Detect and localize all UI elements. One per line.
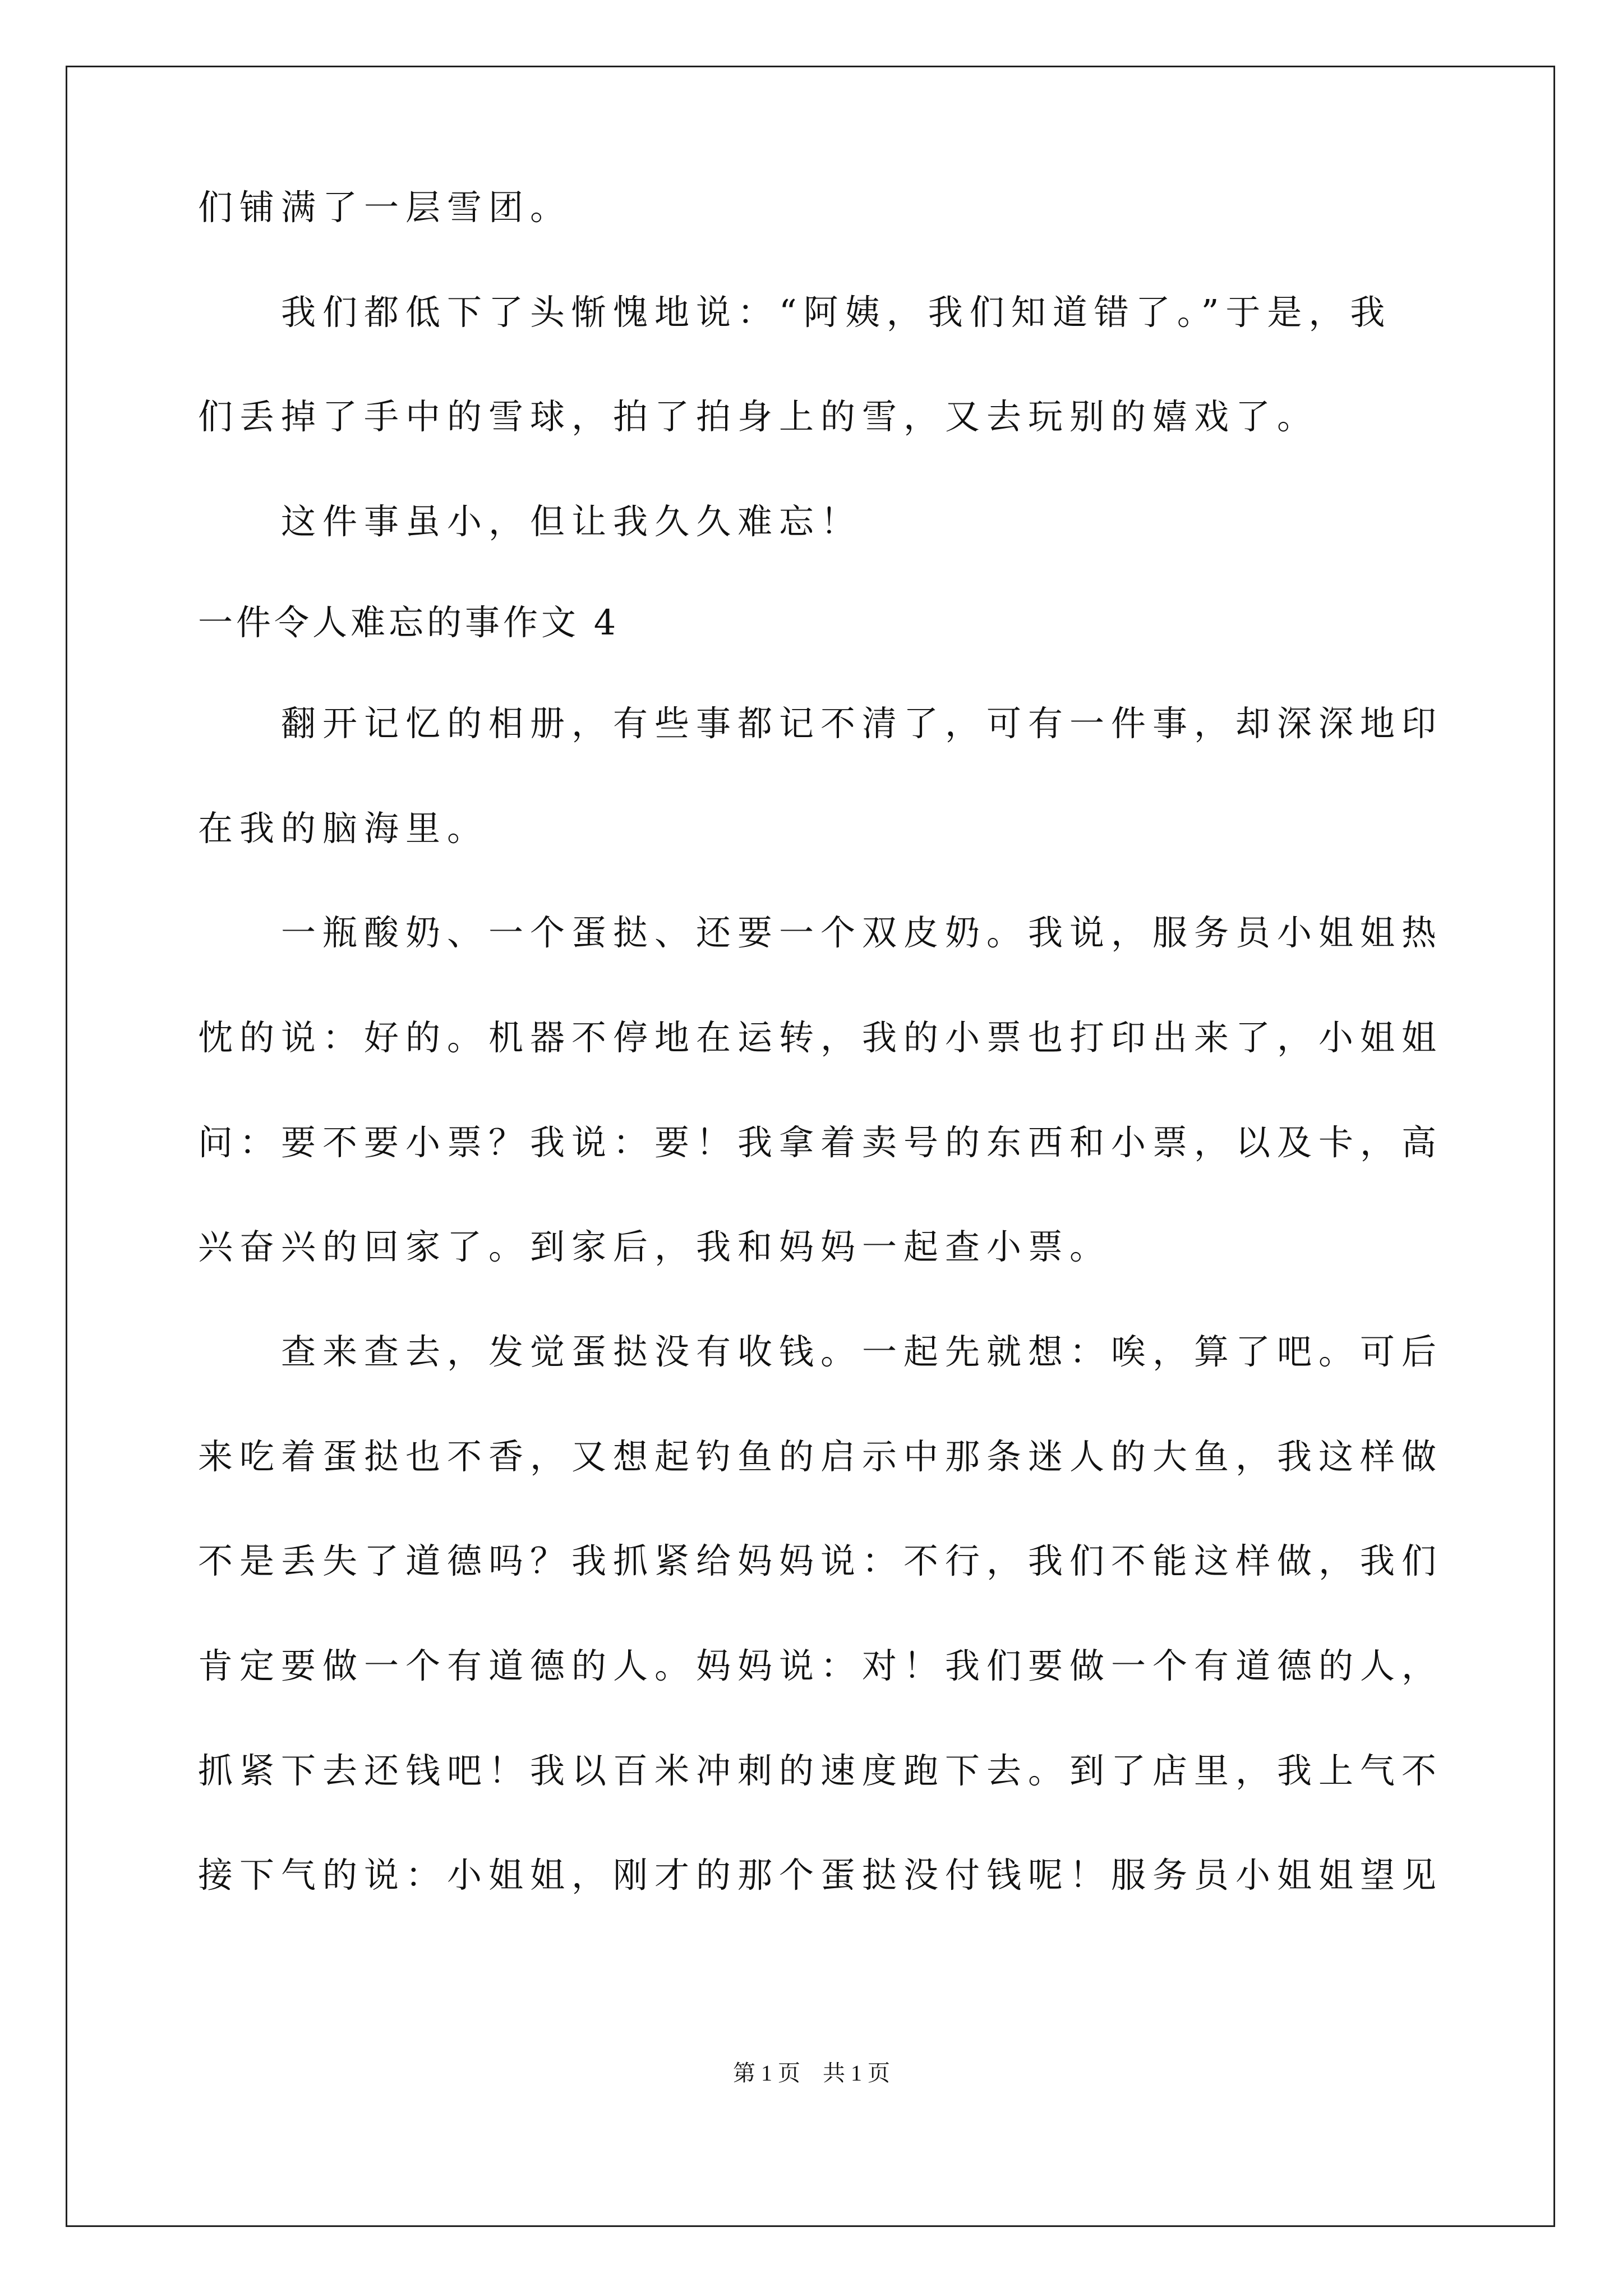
text-line: 兴奋兴的回家了。到家后，我和妈妈一起查小票。 bbox=[198, 1226, 1112, 1267]
text-line: 在我的脑海里。 bbox=[198, 808, 489, 849]
text-line: 肯定要做一个有道德的人。妈妈说：对！我们要做一个有道德的人， bbox=[198, 1645, 1444, 1686]
text-line: 查来查去，发觉蛋挞没有收钱。一起先就想：唉，算了吧。可后 bbox=[198, 1331, 1444, 1372]
section-heading: 一件令人难忘的事作文 4 bbox=[198, 602, 620, 643]
text-line: 不是丢失了道德吗？我抓紧给妈妈说：不行，我们不能这样做，我们 bbox=[198, 1540, 1444, 1581]
text-line: 来吃着蛋挞也不香，又想起钓鱼的启示中那条迷人的大鱼，我这样做 bbox=[198, 1436, 1444, 1477]
text-line: 这件事虽小，但让我久久难忘！ bbox=[198, 501, 863, 542]
text-line: 抓紧下去还钱吧！我以百米冲刺的速度跑下去。到了店里，我上气不 bbox=[198, 1750, 1444, 1791]
text-line: 我们都低下了头惭愧地说：“阿姨，我们知道错了。”于是，我 bbox=[198, 292, 1392, 333]
text-line: 翻开记忆的相册，有些事都记不清了，可有一件事，却深深地印 bbox=[198, 703, 1444, 744]
text-line: 一瓶酸奶、一个蛋挞、还要一个双皮奶。我说，服务员小姐姐热 bbox=[198, 912, 1444, 953]
text-line: 们铺满了一层雪团。 bbox=[198, 187, 572, 228]
text-line: 问：要不要小票？我说：要！我拿着卖号的东西和小票，以及卡，高 bbox=[198, 1122, 1444, 1163]
text-line: 忱的说：好的。机器不停地在运转，我的小票也打印出来了，小姐姐 bbox=[198, 1017, 1444, 1058]
text-line: 接下气的说：小姐姐，刚才的那个蛋挞没付钱呢！服务员小姐姐望见 bbox=[198, 1855, 1444, 1895]
page-footer bbox=[0, 2058, 1623, 2089]
text-line: 们丢掉了手中的雪球，拍了拍身上的雪，又去玩别的嬉戏了。 bbox=[198, 396, 1319, 437]
page-number: 第 1 页 共 1 页 bbox=[733, 2060, 890, 2086]
